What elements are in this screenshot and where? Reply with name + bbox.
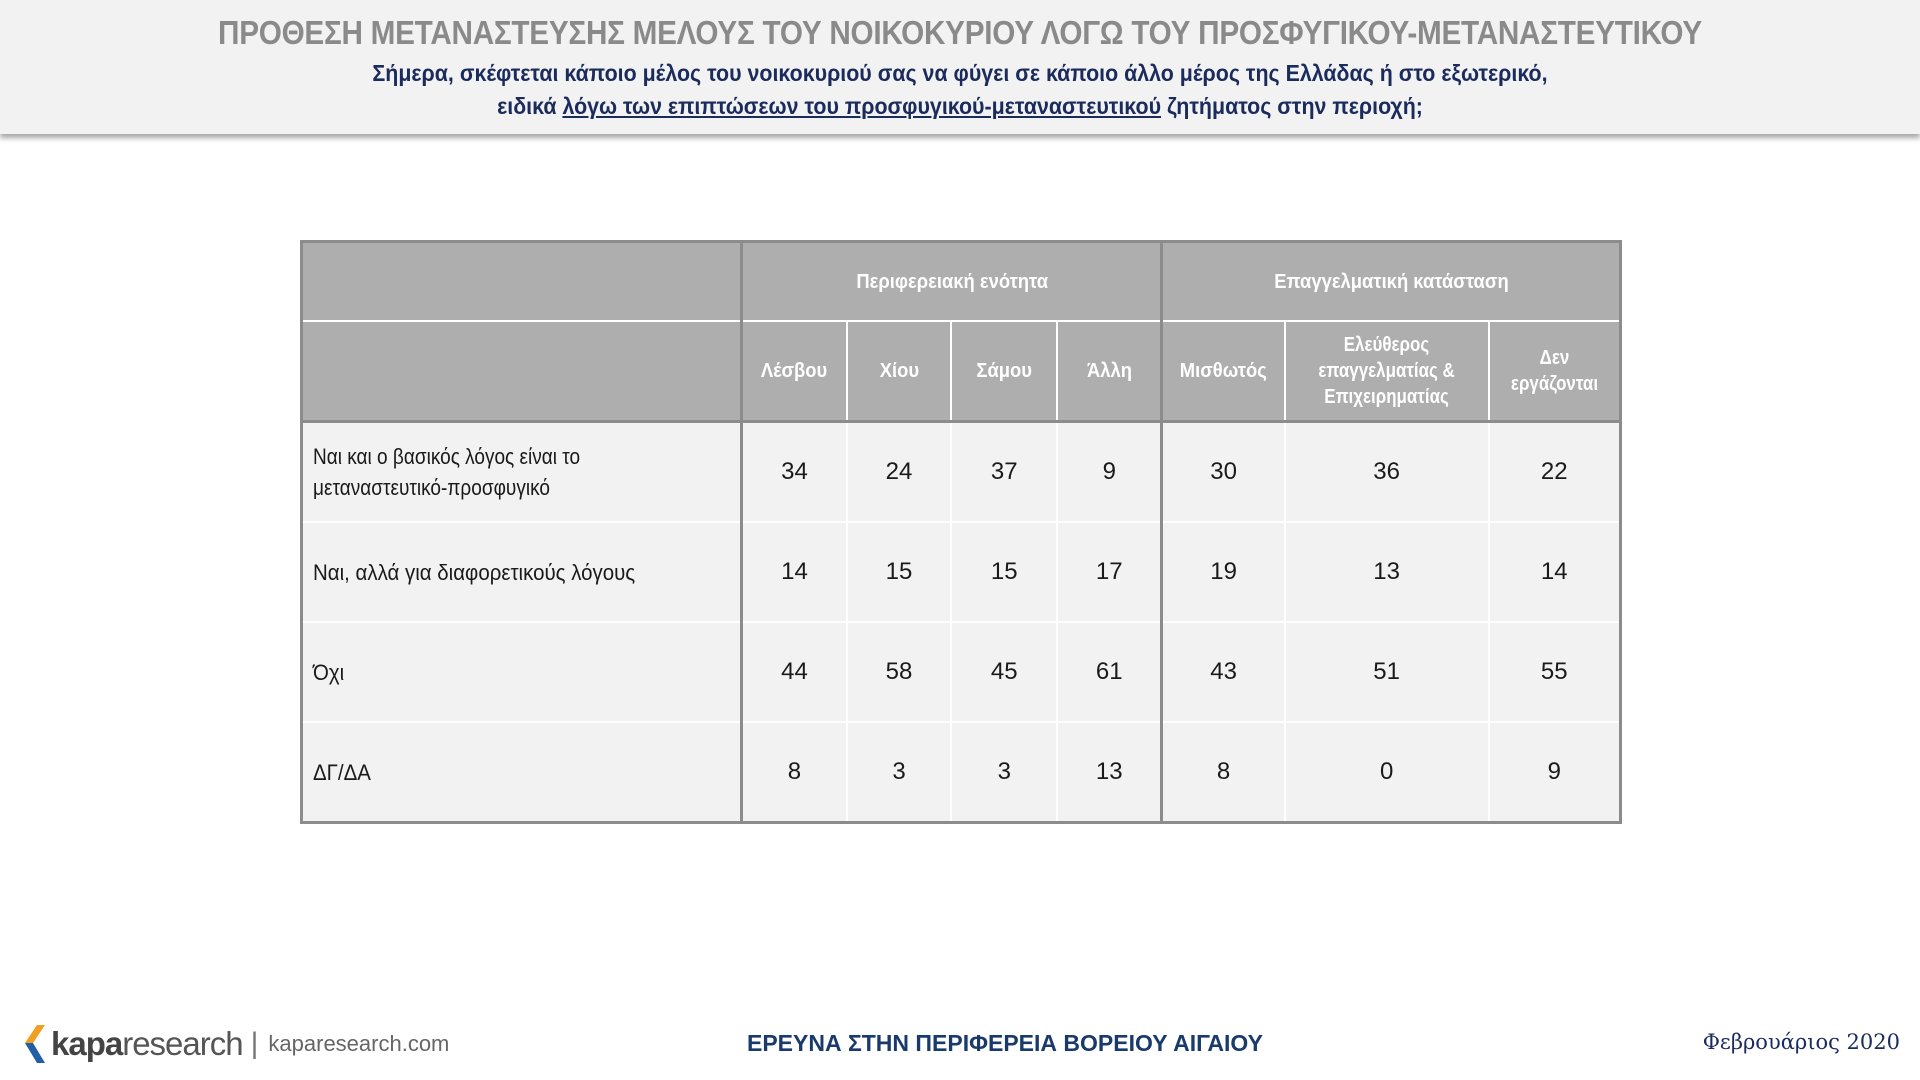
table-cell: 14 <box>1489 522 1621 622</box>
group-header-employment-status: Επαγγελματική κατάσταση <box>1162 242 1621 322</box>
table-cell: 37 <box>951 422 1057 523</box>
column-header-chios: Χίου <box>847 321 952 422</box>
column-header-other: Άλλη <box>1057 321 1162 422</box>
table-cell: 3 <box>847 722 952 823</box>
question-line-2-underlined: λόγω των επιπτώσεων του προσφυγικού-μεταναστευτικού <box>562 93 1162 119</box>
table-cell: 45 <box>951 622 1057 722</box>
table-row <box>302 522 1621 622</box>
table-cell: 13 <box>1057 722 1162 823</box>
table-cell: 43 <box>1162 622 1285 722</box>
table-cell: 36 <box>1285 422 1489 523</box>
row-label-no: Όχι <box>302 622 742 722</box>
logo-url: kaparesearch.com <box>268 1031 450 1056</box>
table-cell: 9 <box>1489 722 1621 823</box>
logo-wordmark: kaparesearch <box>51 1025 243 1062</box>
footer-date: Φεβρουάριος 2020 <box>1702 1030 1900 1054</box>
row-label-yes-other-reasons: Ναι, αλλά για διαφορετικούς λόγους <box>302 522 742 622</box>
table-cell: 22 <box>1489 422 1621 523</box>
table-corner-cell <box>302 242 742 322</box>
question-line-1: Σήμερα, σκέφτεται κάποιο μέλος του νοικοκυριού σας να φύγει σε κάποιο άλλο μέρος της Ελλάδας ή στο εξωτερικό, <box>372 60 1548 86</box>
table-cell: 61 <box>1057 622 1162 722</box>
table-cell: 19 <box>1162 522 1285 622</box>
table-row <box>302 622 1621 722</box>
table-cell: 44 <box>742 622 847 722</box>
table-cell: 34 <box>742 422 847 523</box>
page-title: ΠΡΟΘΕΣΗ ΜΕΤΑΝΑΣΤΕΥΣΗΣ ΜΕΛΟΥΣ ΤΟΥ ΝΟΙΚΟΚΥΡΙΟΥ ΛΟΓΩ ΤΟΥ ΠΡΟΣΦΥΓΙΚΟΥ-ΜΕΤΑΝΑΣΤΕΥΤΙΚΟΥ <box>218 14 1702 51</box>
column-header-self-employed: Ελεύθερος επαγγελματίας & Επιχειρηματίας <box>1285 321 1489 422</box>
question-line-2-post: ζητήματος στην περιοχή; <box>1161 93 1423 119</box>
table-cell: 17 <box>1057 522 1162 622</box>
table-cell: 13 <box>1285 522 1489 622</box>
table-cell: 8 <box>1162 722 1285 823</box>
logo-separator: | <box>250 1027 259 1060</box>
group-header-regional-unit: Περιφερειακή ενότητα <box>742 242 1162 322</box>
table-group-header-row <box>302 242 1621 322</box>
column-header-samos: Σάμου <box>951 321 1057 422</box>
column-header-lesvos: Λέσβου <box>742 321 847 422</box>
table-cell: 55 <box>1489 622 1621 722</box>
table-cell: 0 <box>1285 722 1489 823</box>
table-cell: 24 <box>847 422 952 523</box>
row-label-yes-migration: Ναι και ο βασικός λόγος είναι το μεταναστευτικό-προσφυγικό <box>302 422 742 523</box>
column-header-salaried: Μισθωτός <box>1162 321 1285 422</box>
table-cell: 15 <box>951 522 1057 622</box>
question-line-2 <box>67 93 1853 120</box>
table-corner-cell-2 <box>302 321 742 422</box>
row-label-dk-na: ΔΓ/ΔΑ <box>302 722 742 823</box>
table-row <box>302 722 1621 823</box>
table-cell: 58 <box>847 622 952 722</box>
table-row <box>302 422 1621 523</box>
table-cell: 14 <box>742 522 847 622</box>
table-cell: 9 <box>1057 422 1162 523</box>
header-banner <box>0 0 1920 134</box>
table-cell: 3 <box>951 722 1057 823</box>
footer-survey-title: ΕΡΕΥΝΑ ΣΤΗΝ ΠΕΡΙΦΕΡΕΙΑ ΒΟΡΕΙΟΥ ΑΙΓΑΙΟΥ <box>746 1030 1264 1056</box>
table-column-header-row <box>302 321 1621 422</box>
column-header-not-working: Δεν εργάζονται <box>1489 321 1621 422</box>
table-cell: 15 <box>847 522 952 622</box>
table-cell: 30 <box>1162 422 1285 523</box>
table-cell: 51 <box>1285 622 1489 722</box>
table-cell: 8 <box>742 722 847 823</box>
question-line-2-pre: ειδικά <box>497 93 563 119</box>
results-table <box>300 240 1622 824</box>
